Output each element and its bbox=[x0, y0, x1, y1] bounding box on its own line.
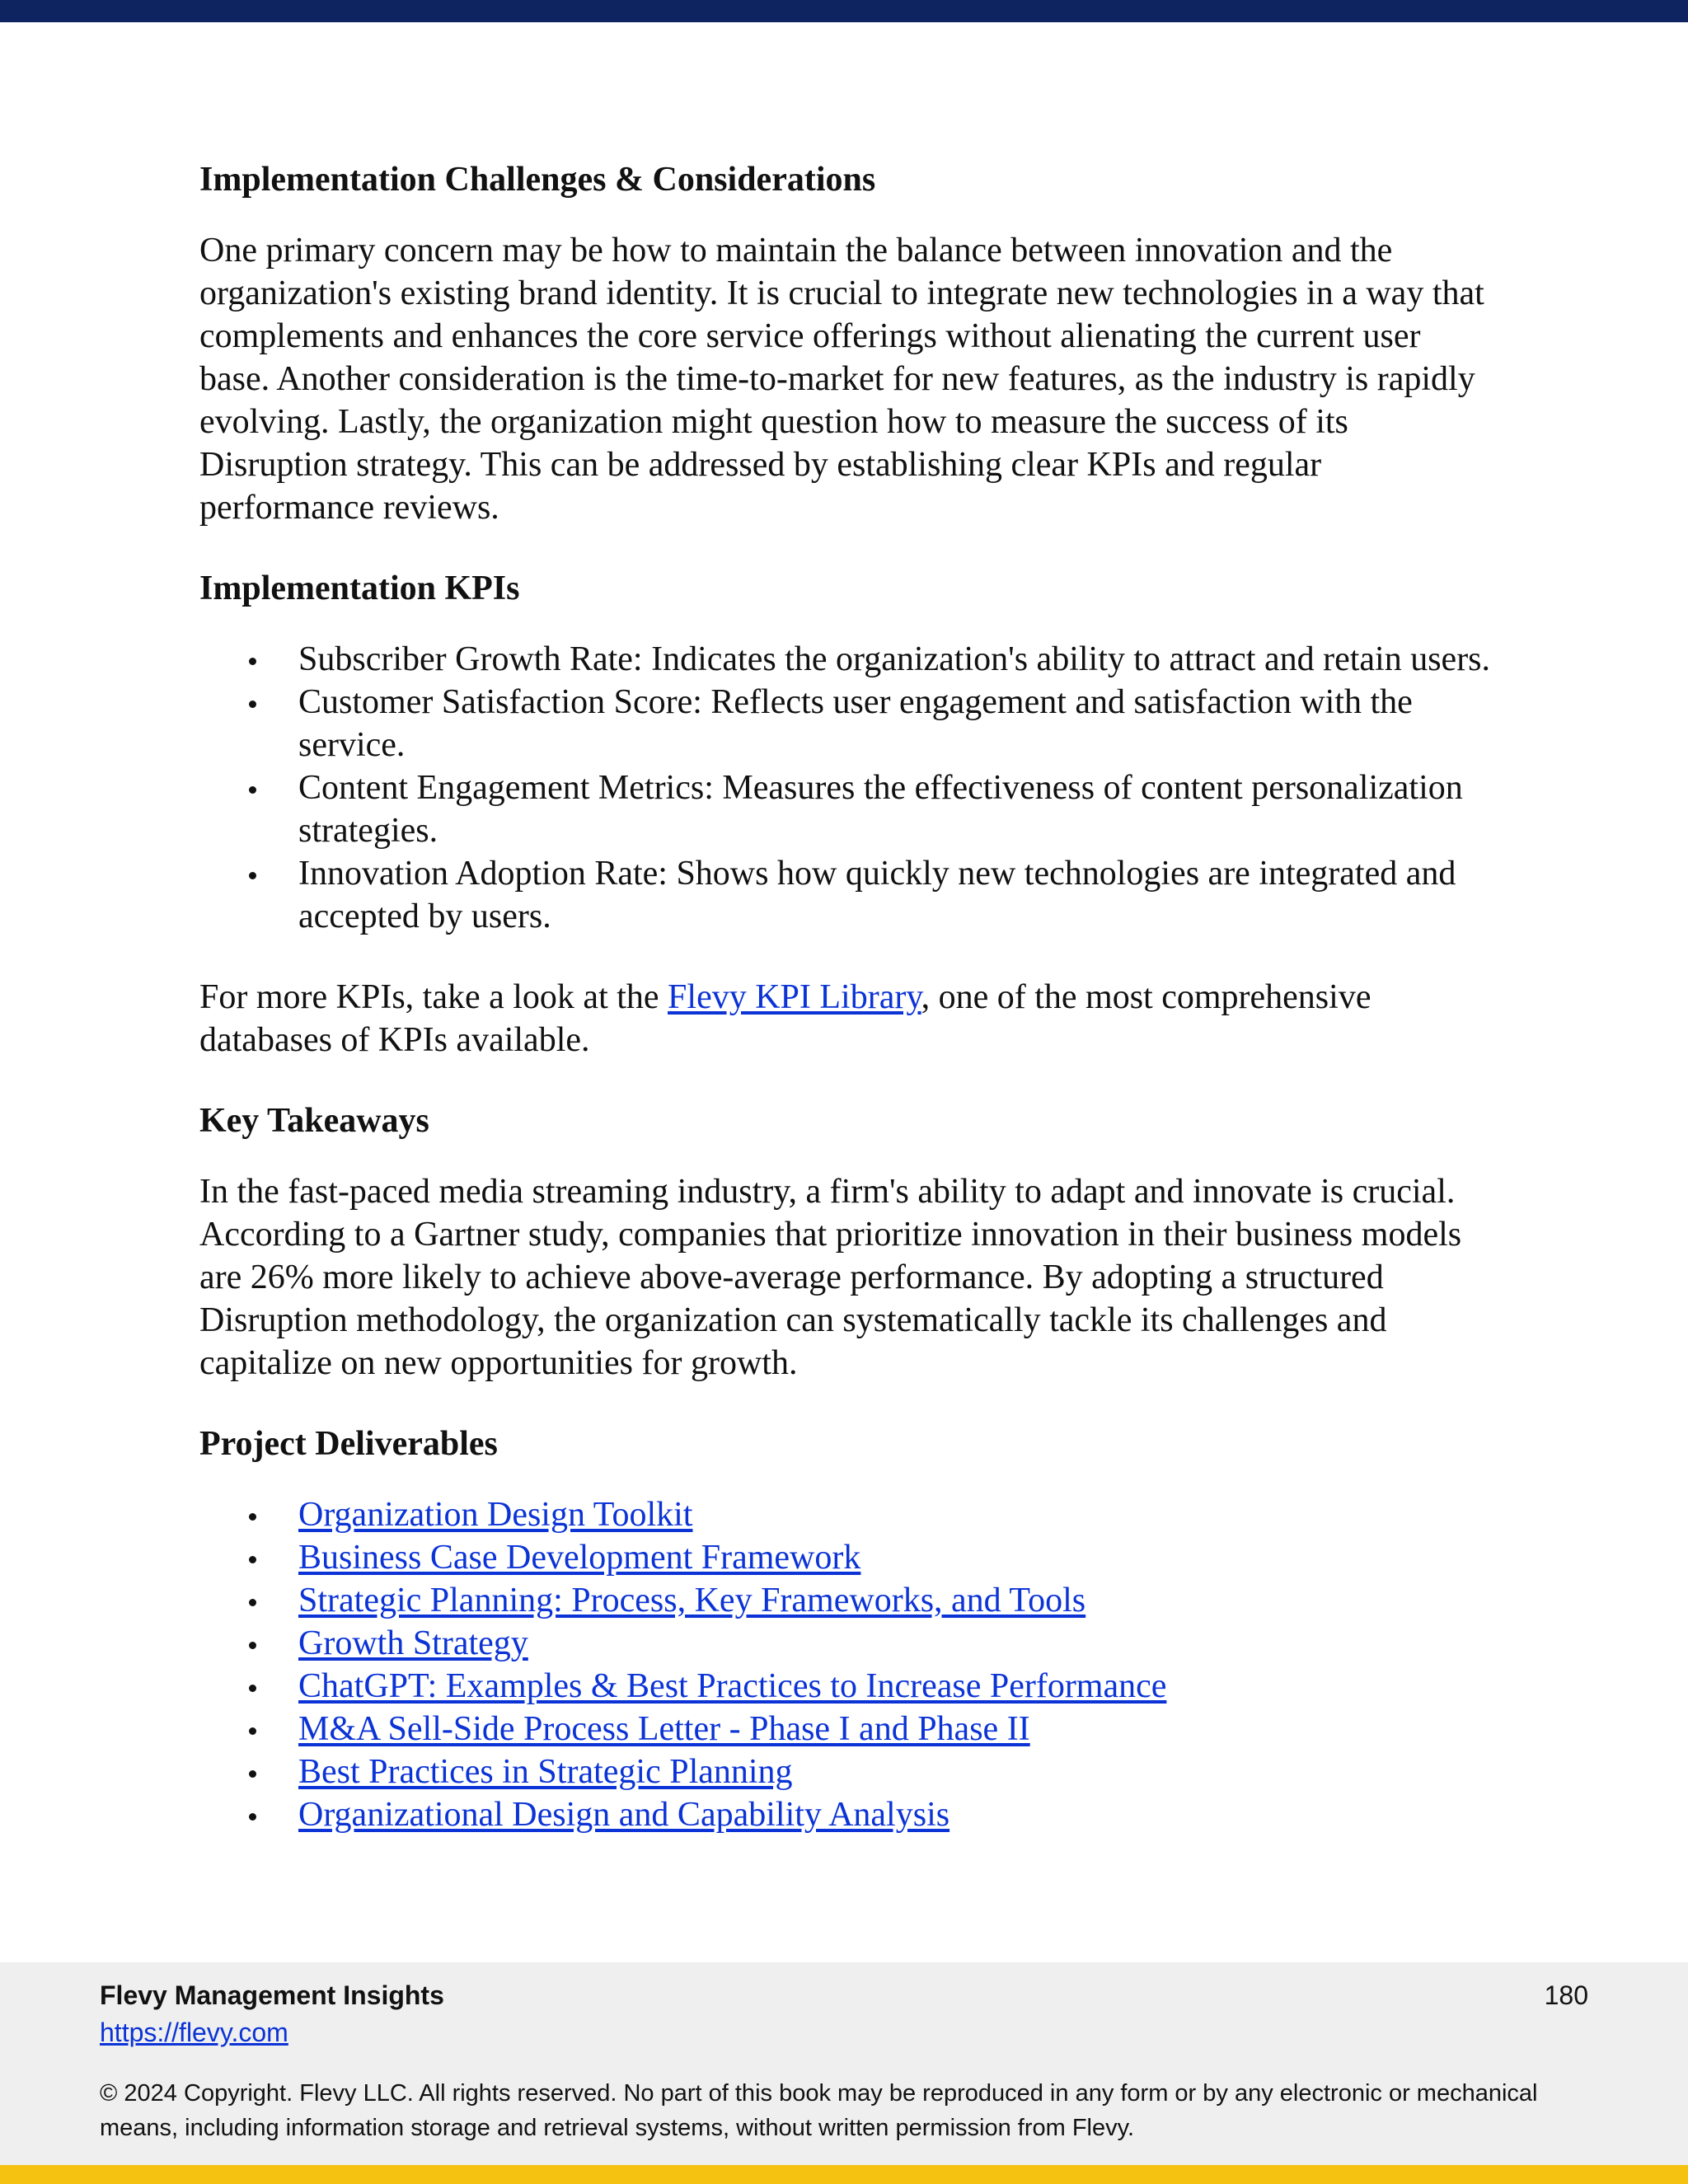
footer-title: Flevy Management Insights bbox=[100, 1980, 444, 2010]
kpi-list bbox=[199, 638, 1493, 938]
page-number: 180 bbox=[1544, 1980, 1588, 2010]
kpi-library-paragraph bbox=[199, 976, 1493, 1062]
takeaways-heading: Key Takeaways bbox=[199, 1102, 429, 1140]
kpi-library-suffix: , one of the most comprehensive databases of KPIs available. bbox=[199, 978, 1372, 1059]
takeaways-paragraph: In the fast-paced media streaming industry, a firm's ability to adapt and innovate is crucial. According to a Gartner study, companies that prioritize innovation in their business models are 26% more likely to achieve above-average performance. By adopting a structured Disruption methodology, the organization can systematically tackle its challenges and capitalize on new opportunities for growth. bbox=[199, 1173, 1462, 1382]
footer-url-link[interactable]: https://flevy.com bbox=[100, 2018, 288, 2047]
deliverable-link[interactable]: Business Case Development Framework bbox=[298, 1539, 861, 1577]
kpi-item: Customer Satisfaction Score: Reflects user engagement and satisfaction with the service. bbox=[298, 681, 1493, 766]
deliverable-link[interactable]: Organizational Design and Capability Analysis bbox=[298, 1796, 950, 1834]
kpi-item: Subscriber Growth Rate: Indicates the organization's ability to attract and retain users. bbox=[298, 638, 1493, 681]
challenges-paragraph: One primary concern may be how to maintain the balance between innovation and the organization's existing brand identity. It is crucial to integrate new technologies in a way that complements and enhances the core service offerings without alienating the current user base. Another consideration is the time-to-market for new features, as the industry is rapidly evolving. Lastly, the organization might question how to measure the success of its Disruption strategy. This can be addressed by establishing clear KPIs and regular performance reviews. bbox=[199, 232, 1484, 527]
challenges-heading: Implementation Challenges & Considerations bbox=[199, 161, 876, 199]
deliverable-item bbox=[298, 1750, 1493, 1793]
deliverables-heading: Project Deliverables bbox=[199, 1425, 498, 1463]
deliverable-link[interactable]: ChatGPT: Examples & Best Practices to Increase Performance bbox=[298, 1667, 1167, 1705]
deliverable-link[interactable]: Organization Design Toolkit bbox=[298, 1496, 693, 1534]
deliverable-link[interactable]: Strategic Planning: Process, Key Frameworks, and Tools bbox=[298, 1582, 1086, 1619]
page-content bbox=[199, 158, 1493, 1874]
kpi-item: Content Engagement Metrics: Measures the effectiveness of content personalization strategies. bbox=[298, 766, 1493, 852]
deliverable-item bbox=[298, 1622, 1493, 1665]
kpis-heading: Implementation KPIs bbox=[199, 569, 520, 607]
deliverable-item bbox=[298, 1579, 1493, 1622]
deliverable-item bbox=[298, 1493, 1493, 1536]
deliverable-item bbox=[298, 1708, 1493, 1750]
deliverables-list bbox=[199, 1493, 1493, 1836]
deliverable-link[interactable]: Best Practices in Strategic Planning bbox=[298, 1753, 793, 1791]
kpi-library-prefix: For more KPIs, take a look at the bbox=[199, 978, 668, 1016]
bottom-accent-bar bbox=[0, 2165, 1688, 2184]
page-footer bbox=[0, 1962, 1688, 2165]
deliverable-link[interactable]: M&A Sell-Side Process Letter - Phase I and Phase II bbox=[298, 1710, 1030, 1748]
kpi-library-link[interactable]: Flevy KPI Library bbox=[668, 978, 921, 1016]
top-accent-bar bbox=[0, 0, 1688, 22]
kpi-item: Innovation Adoption Rate: Shows how quickly new technologies are integrated and accepted by users. bbox=[298, 852, 1493, 938]
copyright-notice: © 2024 Copyright. Flevy LLC. All rights reserved. No part of this book may be reproduced in any form or by any electronic or mechanical means, including information storage and retrieval systems, without written permission from Flevy. bbox=[100, 2080, 1538, 2141]
deliverable-item bbox=[298, 1793, 1493, 1836]
deliverable-link[interactable]: Growth Strategy bbox=[298, 1624, 528, 1662]
deliverable-item bbox=[298, 1536, 1493, 1579]
deliverable-item bbox=[298, 1665, 1493, 1708]
